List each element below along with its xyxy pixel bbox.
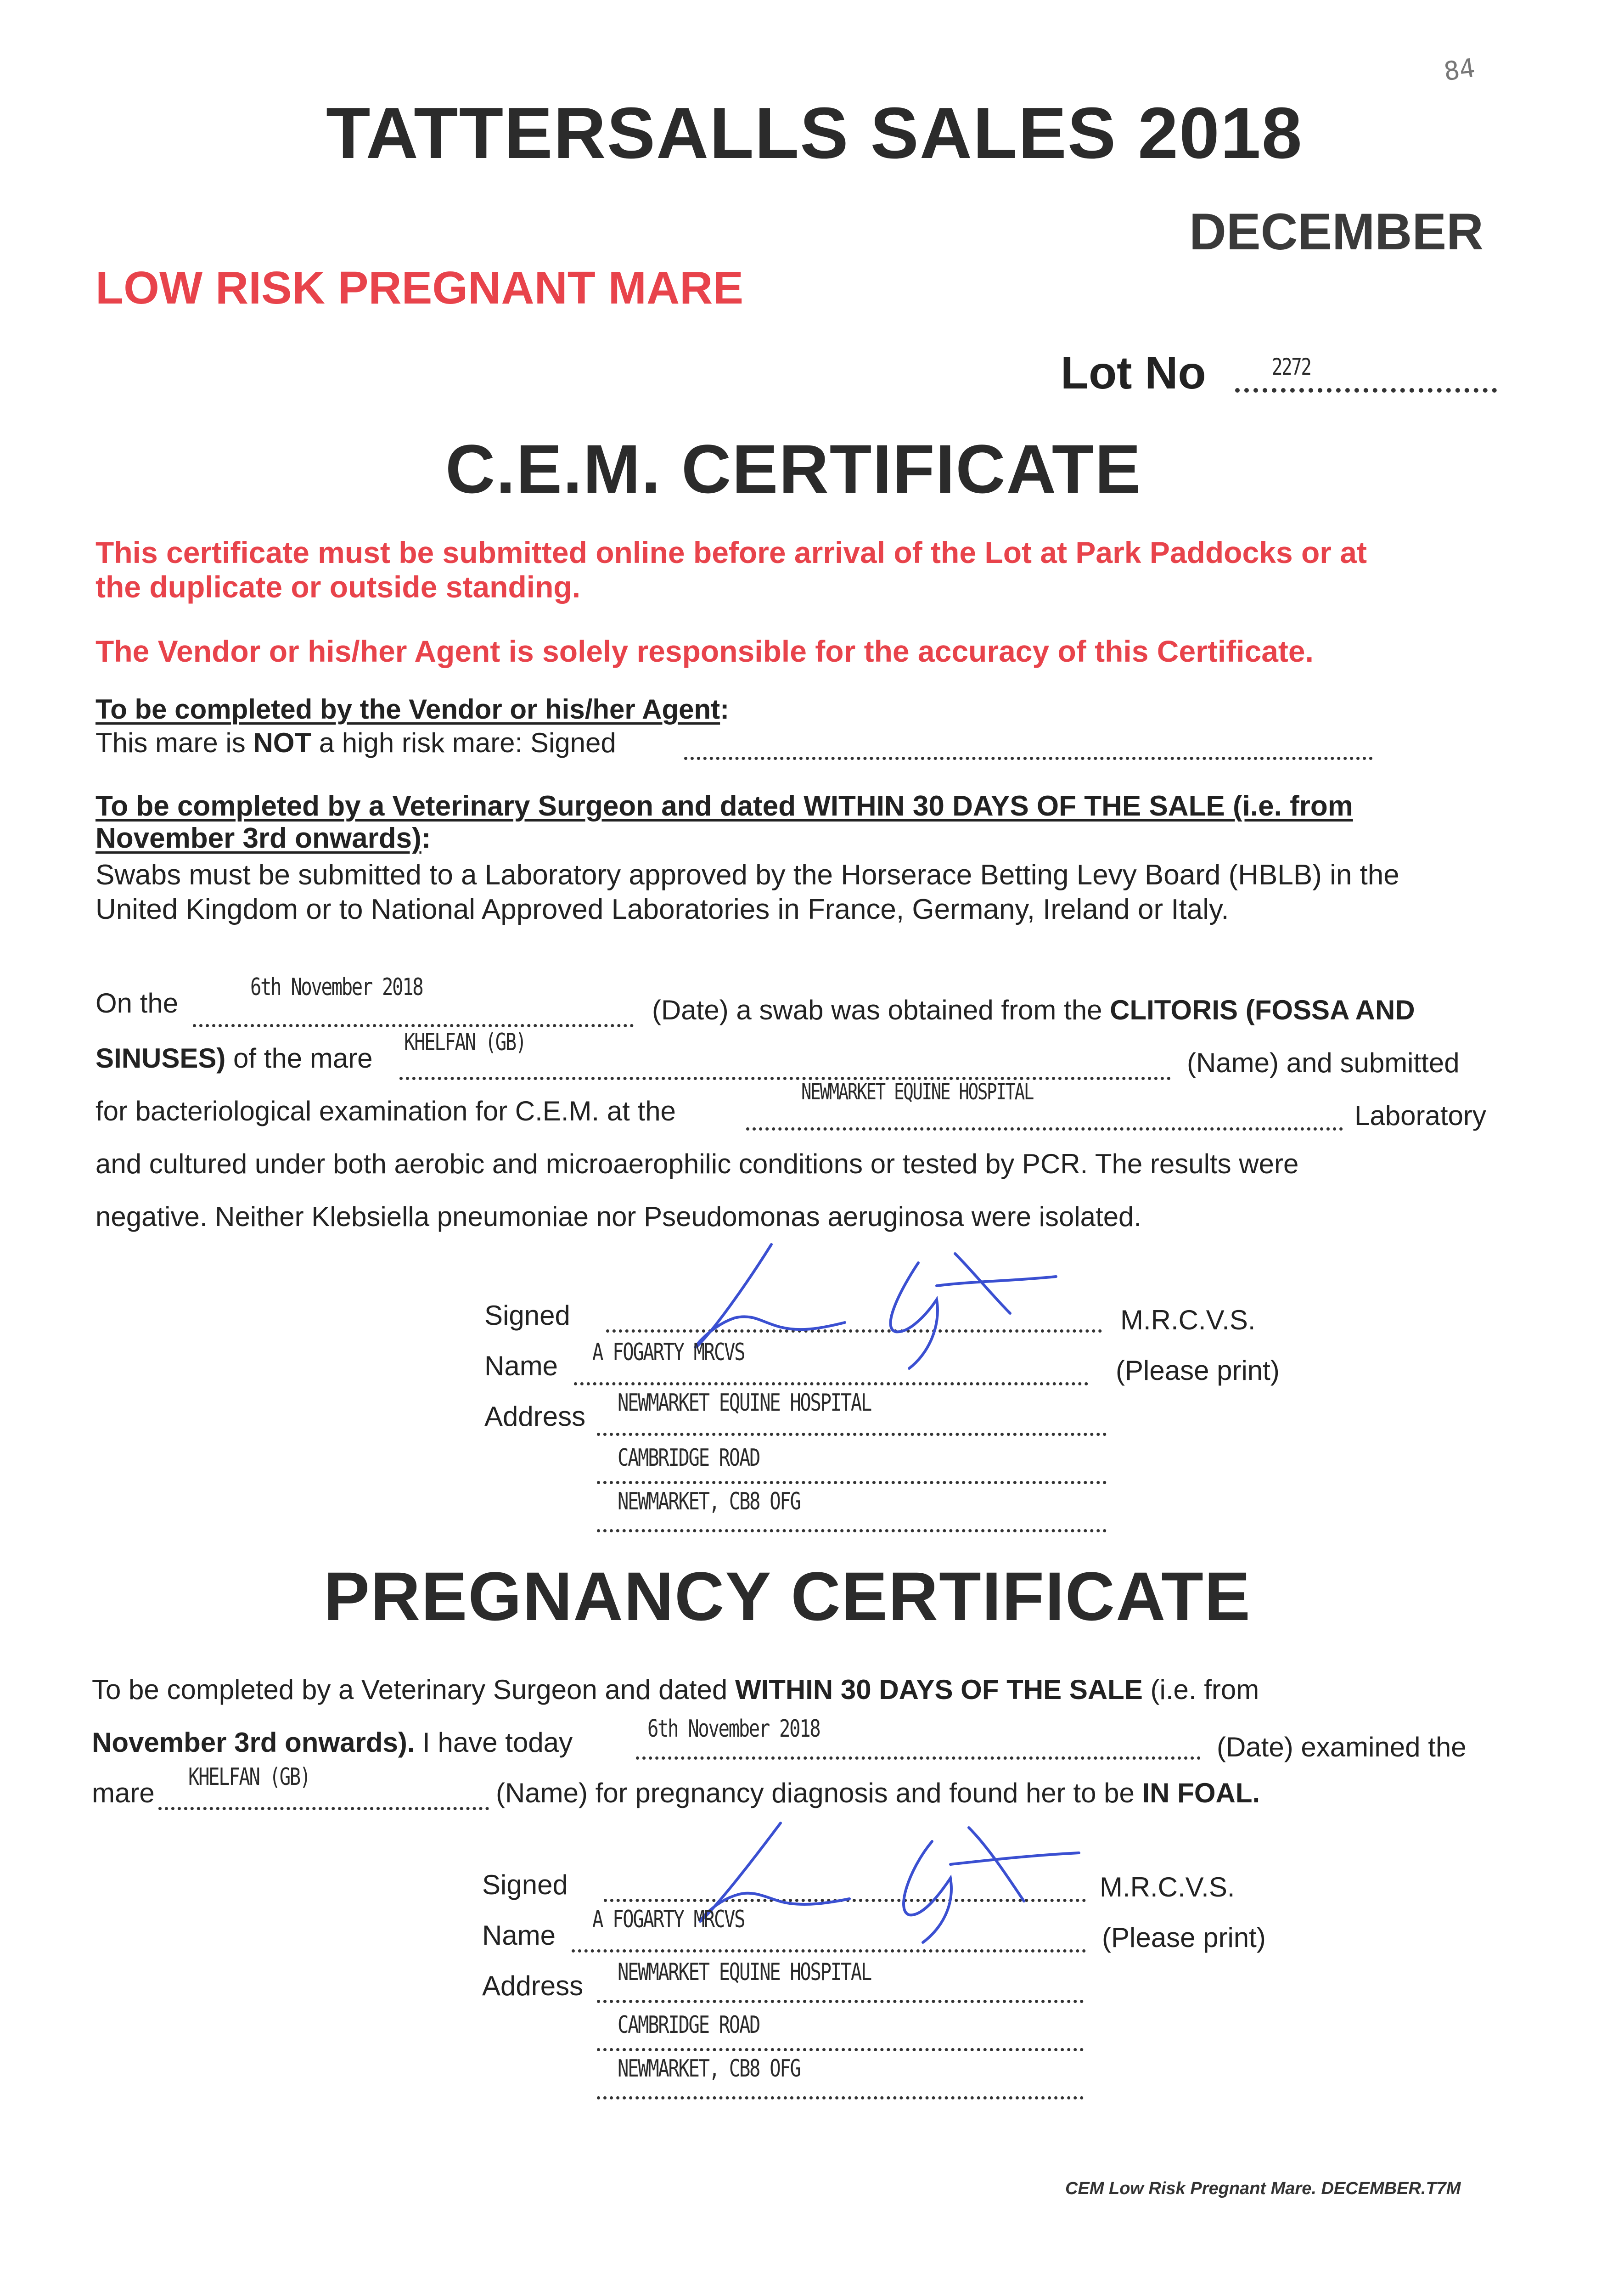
name-and-submitted-text: (Name) and submitted <box>1187 1047 1460 1078</box>
sinuses-line <box>96 1042 373 1074</box>
cem-mare-name-value[interactable]: KHELFAN (GB) <box>404 1029 526 1056</box>
cem-address-label: Address <box>484 1401 586 1432</box>
preg-date-line[interactable] <box>636 1756 1201 1760</box>
lot-dotted-line <box>1235 388 1497 393</box>
swab-date-line[interactable] <box>193 1024 634 1027</box>
swab-date-suffix <box>652 994 1415 1026</box>
pregnancy-heading: PREGNANCY CERTIFICATE <box>324 1558 1251 1635</box>
preg-address-value-2[interactable]: CAMBRIDGE ROAD <box>618 2011 760 2039</box>
vendor-signature-line[interactable] <box>684 757 1373 760</box>
preg-diagnosis-text <box>496 1777 1260 1809</box>
clitoris-text: CLITORIS (FOSSA AND <box>1110 995 1415 1025</box>
laboratory-suffix: Laboratory <box>1354 1100 1486 1131</box>
laboratory-value[interactable]: NEWMARKET EQUINE HOSPITAL <box>801 1079 1034 1105</box>
corner-page-note: 84 <box>1442 53 1477 87</box>
cem-address-value-2[interactable]: CAMBRIDGE ROAD <box>618 1444 760 1472</box>
vendor-statement-not: NOT <box>253 727 312 758</box>
preg-intro-post: (i.e. from <box>1142 1674 1259 1705</box>
submission-notice-line1: This certificate must be submitted online before arrival of the Lot at Park Paddocks or at <box>96 535 1367 569</box>
lot-label: Lot No <box>1061 347 1206 399</box>
cem-address-line-3[interactable] <box>597 1529 1107 1532</box>
preg-address-value-3[interactable]: NEWMARKET, CB8 OFG <box>618 2055 800 2082</box>
vendor-statement <box>96 727 616 759</box>
responsibility-notice: The Vendor or his/her Agent is solely responsible for the accuracy of this Certificate. <box>96 634 1314 668</box>
preg-signed-label: Signed <box>482 1869 568 1900</box>
preg-name-line[interactable] <box>572 1949 1086 1953</box>
vendor-section-heading <box>96 693 729 725</box>
preg-date-value[interactable]: 6th November 2018 <box>647 1715 820 1743</box>
lot-number-value: 2272 <box>1272 354 1311 380</box>
vendor-statement-post: a high risk mare: Signed <box>311 727 616 758</box>
in-foal-text: IN FOAL. <box>1142 1778 1260 1808</box>
preg-address-value-1[interactable]: NEWMARKET EQUINE HOSPITAL <box>618 1958 871 1986</box>
preg-name-label: Name <box>482 1920 556 1951</box>
cem-address-value-3[interactable]: NEWMARKET, CB8 OFG <box>618 1488 800 1515</box>
preg-address-line-1[interactable] <box>597 2000 1084 2003</box>
preg-please-print: (Please print) <box>1102 1922 1266 1953</box>
laboratory-line[interactable] <box>746 1127 1343 1131</box>
vet-section-heading-line2 <box>96 822 431 855</box>
preg-address-line-2[interactable] <box>597 2048 1084 2051</box>
cem-name-line[interactable] <box>574 1382 1088 1385</box>
negative-results-text: negative. Neither Klebsiella pneumoniae nor Pseudomonas aeruginosa were isolated. <box>96 1201 1142 1232</box>
preg-diagnosis-pre: (Name) for pregnancy diagnosis and found her to be <box>496 1778 1142 1808</box>
preg-intro-pre: To be completed by a Veterinary Surgeon and dated <box>92 1674 735 1705</box>
swab-requirement-line1: Swabs must be submitted to a Laboratory approved by the Horserace Betting Levy Board (HBLB) in the <box>96 859 1399 891</box>
vet-heading-line2-text: November 3rd onwards) <box>96 822 421 854</box>
cem-signed-label: Signed <box>484 1300 570 1331</box>
of-the-mare-text: of the mare <box>225 1043 373 1074</box>
cem-name-label: Name <box>484 1351 558 1381</box>
preg-mrcvs-label: M.R.C.V.S. <box>1100 1872 1235 1902</box>
cem-vet-name-value[interactable]: A FOGARTY MRCVS <box>592 1339 745 1366</box>
sinuses-text: SINUSES) <box>96 1043 226 1074</box>
vet-section-heading-line1: To be completed by a Veterinary Surgeon and dated WITHIN 30 DAYS OF THE SALE (i.e. from <box>96 790 1353 822</box>
preg-address-label: Address <box>482 1970 584 2001</box>
cem-mrcvs-label: M.R.C.V.S. <box>1120 1305 1256 1335</box>
mare-category: LOW RISK PREGNANT MARE <box>96 262 744 314</box>
preg-mare-line[interactable] <box>158 1807 489 1810</box>
cem-please-print: (Please print) <box>1116 1355 1280 1386</box>
form-reference-footer: CEM Low Risk Pregnant Mare. DECEMBER.T7M <box>1065 2179 1461 2198</box>
preg-november-3rd: November 3rd onwards). <box>92 1727 415 1758</box>
on-the-label: On the <box>96 988 179 1019</box>
vendor-heading-text: To be completed by the Vendor or his/her Agent <box>96 694 720 725</box>
submission-notice-line2: the duplicate or outside standing. <box>96 570 581 604</box>
document-title: TATTERSALLS SALES 2018 <box>326 93 1303 174</box>
cem-address-value-1[interactable]: NEWMARKET EQUINE HOSPITAL <box>618 1389 871 1417</box>
preg-date-suffix: (Date) examined the <box>1217 1732 1467 1762</box>
swab-obtained-text: (Date) a swab was obtained from the <box>652 995 1110 1025</box>
preg-mare-name-value[interactable]: KHELFAN (GB) <box>188 1763 310 1791</box>
preg-address-line-3[interactable] <box>597 2096 1084 2099</box>
bacteriological-text: for bacteriological examination for C.E.M. at the <box>96 1096 676 1126</box>
pregnancy-intro-line2 <box>92 1727 573 1758</box>
sale-month: DECEMBER <box>1189 203 1484 260</box>
vendor-heading-colon: : <box>720 694 730 725</box>
preg-mare-label: mare <box>92 1778 155 1808</box>
cem-heading: C.E.M. CERTIFICATE <box>445 430 1142 507</box>
vet-heading-colon: : <box>421 822 431 854</box>
pregnancy-intro-line1 <box>92 1674 1259 1705</box>
preg-within-30-days: WITHIN 30 DAYS OF THE SALE <box>735 1674 1143 1705</box>
cultured-text: and cultured under both aerobic and microaerophilic conditions or tested by PCR. The results were <box>96 1148 1299 1179</box>
cem-address-line-2[interactable] <box>597 1481 1107 1484</box>
vendor-statement-pre: This mare is <box>96 727 253 758</box>
preg-vet-name-value[interactable]: A FOGARTY MRCVS <box>592 1906 745 1933</box>
swab-requirement-line2: United Kingdom or to National Approved Laboratories in France, Germany, Ireland or Italy. <box>96 894 1229 925</box>
cem-mare-name-line[interactable] <box>399 1077 1171 1080</box>
swab-date-value[interactable]: 6th November 2018 <box>250 974 423 1001</box>
preg-i-have-today: I have today <box>415 1727 573 1758</box>
cem-address-line-1[interactable] <box>597 1433 1107 1436</box>
